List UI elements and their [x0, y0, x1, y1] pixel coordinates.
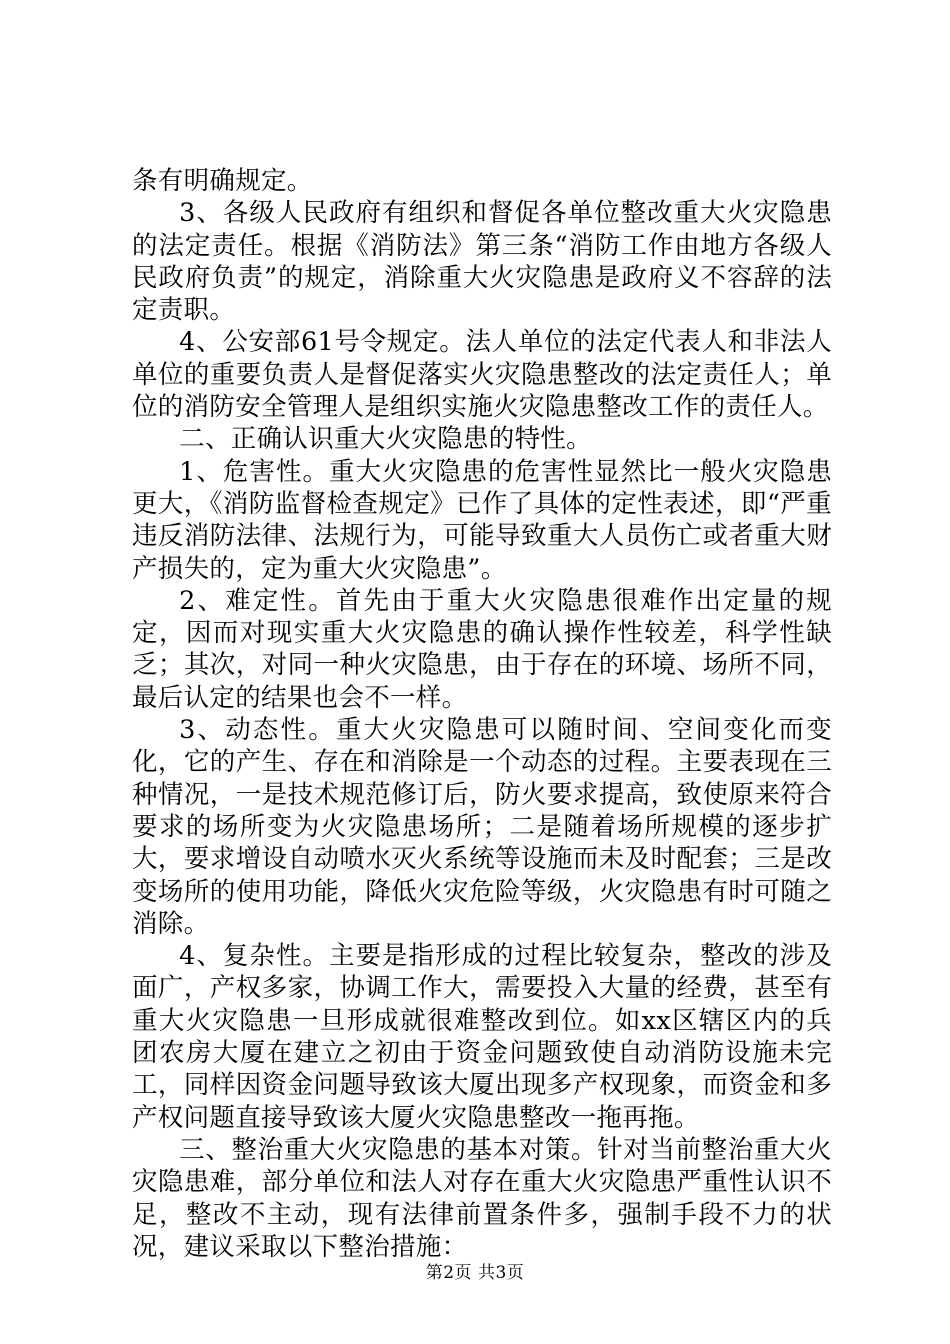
page-footer: 第2页 共3页	[425, 1263, 525, 1283]
paragraph-dynamic: 3、动态性。重大火灾隐患可以随时间、空间变化而变化，它的产生、存在和消除是一个动态的过程。主要表现在三种情况，一是技术规范修订后，防火要求提高，致使原来符合要求的场所变为火灾隐患场所；二是随着场所规模的逐步扩大，要求增设自动喷水灭火系统等设施而未及时配套；三是改变场所的使用功能，降低火灾危险等级，火灾隐患有时可随之消除。	[132, 715, 832, 939]
section-heading-3: 三、整治重大火灾隐患的基本对策。针对当前整治重大火灾隐患难，部分单位和法人对存在重大火灾隐患严重性认识不足，整改不主动，现有法律前置条件多，强制手段不力的状况，建议采取以下整治措施：	[132, 1134, 832, 1262]
paragraph-complexity: 4、复杂性。主要是指形成的过程比较复杂，整改的涉及面广，产权多家，协调工作大，需要投入大量的经费，甚至有重大火灾隐患一旦形成就很难整改到位。如xx区辖区内的兵团农房大厦在建立之初由于资金问题致使自动消防设施未完工，同样因资金问题导致该大厦出现多产权现象，而资金和多产权问题直接导致该大厦火灾隐患整改一拖再拖。	[132, 941, 832, 1133]
paragraph-1: 条有明确规定。	[132, 166, 313, 196]
section-heading-2: 二、正确认识重大火灾隐患的特性。	[179, 424, 592, 455]
paragraph-2: 3、各级人民政府有组织和督促各单位整改重大火灾隐患的法定责任。根据《消防法》第三条“消防工作由地方各级人民政府负责”的规定，消除重大火灾隐患是政府义不容辞的法定责职。	[132, 198, 832, 326]
paragraph-difficulty: 2、难定性。首先由于重大火灾隐患很难作出定量的规定，因而对现实重大火灾隐患的确认操作性较差，科学性缺乏；其次，对同一种火灾隐患，由于存在的环境、场所不同，最后认定的结果也会不一样。	[132, 585, 832, 713]
document-body	[132, 165, 832, 1263]
paragraph-3: 4、公安部61号令规定。法人单位的法定代表人和非法人单位的重要负责人是督促落实火灾隐患整改的法定责任人；单位的消防安全管理人是组织实施火灾隐患整改工作的责任人。	[132, 327, 832, 423]
paragraph-hazard: 1、危害性。重大火灾隐患的危害性显然比一般火灾隐患更大，《消防监督检查规定》已作了具体的定性表述，即“严重违反消防法律、法规行为，可能导致重大人员伤亡或者重大财产损失的，定为重大火灾隐患”。	[132, 456, 832, 584]
